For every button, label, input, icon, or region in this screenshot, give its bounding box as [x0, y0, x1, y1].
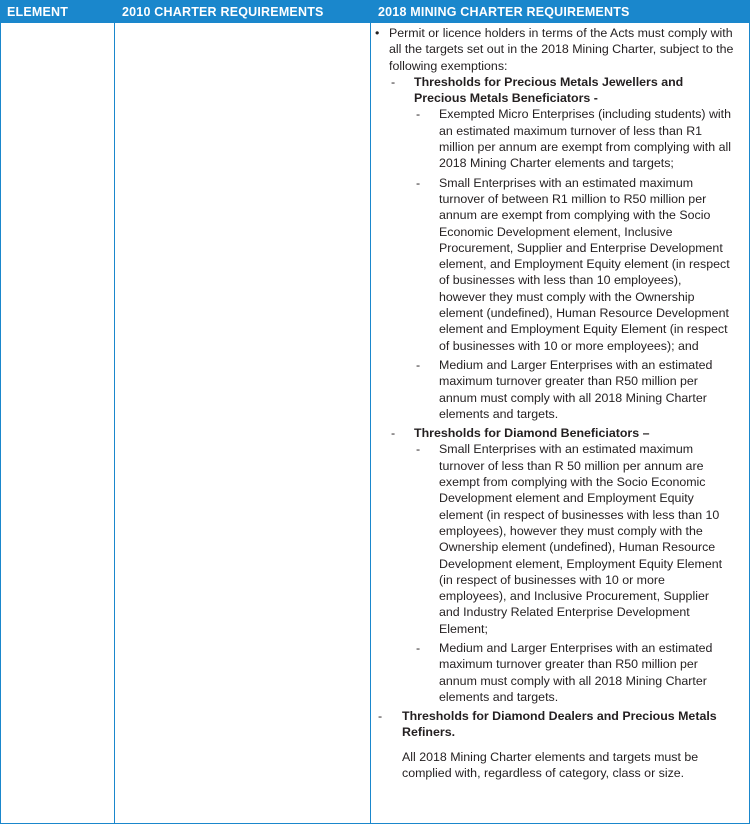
list-item: [372, 441, 729, 637]
dash-marker: -: [391, 74, 396, 89]
list-item-text: Medium and Larger Enterprises with an estimated maximum turnover greater than R50 million per annum must comply with all 2018 Mining Charter elements and targets.: [439, 357, 713, 421]
list-item: [372, 106, 731, 171]
dash-marker: -: [391, 426, 396, 441]
list-item-text: Exempted Micro Enterprises (including students) with an estimated maximum turnover of less than R1 million per annum are exempt from complying with all 2018 Mining Charter elements and targets;: [439, 107, 731, 171]
column-divider: [370, 0, 371, 824]
heading-text: Thresholds for Diamond Beneficiators –: [414, 426, 650, 441]
header-2018-requirements: 2018 MINING CHARTER REQUIREMENTS: [378, 5, 630, 19]
column-divider: [0, 0, 1, 824]
list-item-text: Small Enterprises with an estimated maximum turnover of less than R 50 million per annum are exempt from complying with the Socio Economic Development element and Employment Equity element (in respect of businesses with less than 10 employees), however they must comply with the Ownership element (undefined), Human Resource Development element, Employment Equity Element (in respect of businesses with 10 or more employees), and Inclusive Procurement, Supplier and Industry Related Enterprise Development Element;: [439, 442, 723, 636]
table-header: [0, 0, 750, 23]
dash-marker: -: [416, 107, 421, 122]
header-element: ELEMENT: [7, 5, 69, 19]
column-divider: [114, 0, 115, 824]
heading-text: Thresholds for Diamond Dealers and Precious Metals Refiners.: [402, 709, 717, 740]
section-jewellers-heading: [372, 74, 698, 107]
dash-marker: -: [416, 640, 421, 655]
col-2018-content: [372, 25, 748, 781]
list-item: [372, 357, 731, 422]
bullet-marker: •: [375, 26, 380, 40]
intro-text: Permit or licence holders in terms of the Acts must comply with all the targets set out in the 2018 Mining Charter, subject to the following exemptions:: [389, 26, 734, 73]
dash-marker: -: [416, 175, 421, 190]
list-item-text: Small Enterprises with an estimated maximum turnover of between R1 million to R50 million per annum are exempt from complying with the Socio Economic Development element, Inclusive Procurement, Supplier and Enterprise Development element, and Employment Equity element (in respect of businesses with less than 10 employees), however they must comply with the Ownership element (undefined), Human Resource Development element and Employment Equity Element (in respect of businesses with 10 or more employees); and: [439, 175, 730, 353]
list-item: [372, 640, 729, 705]
header-2010-requirements: 2010 CHARTER REQUIREMENTS: [122, 5, 324, 19]
intro-bullet: [372, 25, 747, 74]
list-item: [372, 175, 731, 354]
section-diamond-heading: [372, 425, 714, 441]
dash-marker: -: [416, 357, 421, 372]
dash-marker: -: [416, 442, 421, 457]
list-item-text: Medium and Larger Enterprises with an estimated maximum turnover greater than R50 million per annum must comply with all 2018 Mining Charter elements and targets.: [439, 640, 713, 704]
dealers-paragraph: All 2018 Mining Charter elements and targets must be complied with, regardless of category, class or size.: [402, 749, 699, 781]
heading-text: Thresholds for Precious Metals Jewellers and Precious Metals Beneficiators -: [414, 74, 684, 106]
section-dealers-heading: [372, 708, 742, 741]
dash-marker: -: [378, 709, 383, 724]
